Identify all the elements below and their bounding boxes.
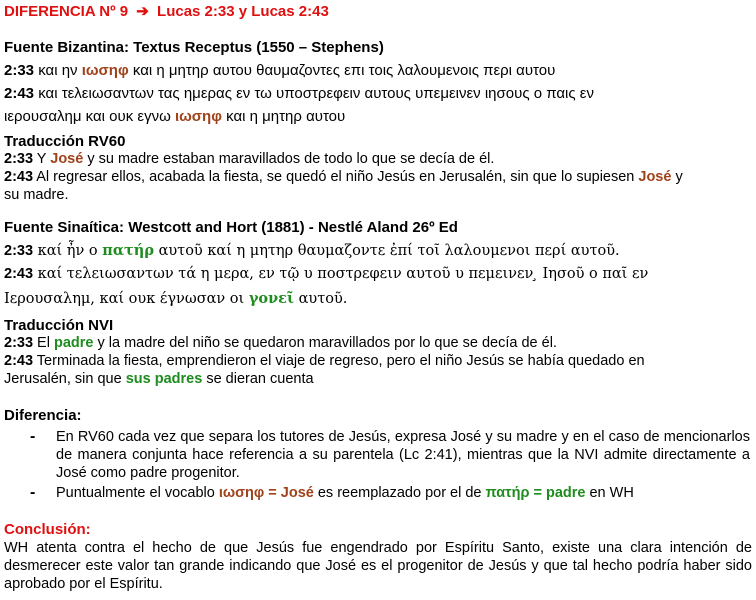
bizantina-verse-243-line2 bbox=[4, 107, 345, 126]
sinaitica-verse-243-line2 bbox=[4, 289, 347, 309]
nvi-verse-233 bbox=[4, 334, 557, 353]
verse-text: Terminada la fiesta, emprendieron el viaje de regreso, pero el niño Jesús se había quedado en bbox=[33, 353, 645, 369]
title-refs: Lucas 2:33 y Lucas 2:43 bbox=[157, 3, 329, 20]
verse-number: 2:33 bbox=[4, 243, 34, 259]
nvi-heading: Traducción NVI bbox=[4, 317, 114, 334]
highlight-iosef-jose: ιωσηφ = José bbox=[218, 485, 314, 501]
highlight-pater-padre: πατήρ = padre bbox=[485, 485, 586, 501]
highlight-sus-padres: sus padres bbox=[125, 371, 203, 387]
highlight-iosef: ιωσηφ bbox=[174, 108, 222, 125]
item-text: en WH bbox=[585, 485, 634, 501]
verse-text: y su madre estaban maravillados de todo lo que se decía de él. bbox=[83, 151, 495, 167]
verse-number: 2:43 bbox=[4, 85, 35, 102]
sinaitica-verse-233 bbox=[4, 241, 620, 261]
verse-number: 2:33 bbox=[4, 335, 34, 351]
bullet-marker: - bbox=[30, 484, 36, 501]
page-title bbox=[4, 2, 329, 21]
verse-text: El bbox=[33, 335, 54, 351]
verse-text: ιερουσαλημ και ουκ εγνω bbox=[4, 108, 175, 125]
verse-text: καί τελειωσαντων τά η μερα, εν τῷ υ ποστρεφειν αυτοῦ υ πεμεινεν ̧ Iησοῦ ο παῖ εν bbox=[33, 266, 649, 282]
highlight-jose: José bbox=[50, 151, 84, 167]
highlight-iosef: ιωσηφ bbox=[81, 62, 129, 79]
verse-number: 2:33 bbox=[4, 62, 35, 79]
verse-text: αυτοῦ καί η μητηρ θαυμαζοντε ἐπί τοῖ λαλουμενοι περί αυτοῦ. bbox=[153, 243, 620, 259]
verse-text: αυτοῦ. bbox=[293, 291, 348, 307]
diferencia-item-2 bbox=[56, 484, 750, 502]
sinaitica-verse-243-line1 bbox=[4, 265, 648, 284]
item-text: Puntualmente el vocablo bbox=[56, 485, 219, 501]
verse-text: y bbox=[671, 169, 683, 185]
diferencia-heading: Diferencia: bbox=[4, 407, 82, 424]
verse-number: 2:43 bbox=[4, 169, 34, 185]
sinaitica-heading: Fuente Sinaítica: Westcott and Hort (1881) - Nestlé Aland 26º Ed bbox=[4, 219, 458, 236]
verse-text: se dieran cuenta bbox=[202, 371, 314, 387]
nvi-verse-243-line1 bbox=[4, 352, 645, 371]
highlight-goneis: γονεῖ bbox=[248, 290, 294, 307]
arrow-right-icon: ➔ bbox=[136, 3, 149, 20]
verse-text: Al regresar ellos, acabada la fiesta, se quedó el niño Jesús en Jerusalén, sin que lo supiesen bbox=[33, 169, 639, 185]
conclusion-heading: Conclusión: bbox=[4, 521, 91, 538]
conclusion-text: WH atenta contra el hecho de que Jesús fue engendrado por Espíritu Santo, existe una clara intención de desmerecer este valor tan grande indicando que José es el progenitor de Jesús y que tal hecho podría haber sido aprobado por el Espíritu. bbox=[4, 540, 752, 592]
verse-text: Jerusalén, sin que bbox=[4, 371, 126, 387]
verse-text: και ην bbox=[34, 62, 82, 79]
title-label: DIFERENCIA Nº 9 bbox=[4, 3, 129, 20]
verse-number: 2:43 bbox=[4, 353, 34, 369]
bullet-marker: - bbox=[30, 428, 36, 445]
verse-number: 2:43 bbox=[4, 266, 34, 282]
bizantina-heading: Fuente Bizantina: Textus Receptus (1550 – Stephens) bbox=[4, 39, 384, 56]
diferencia-item-1: En RV60 cada vez que separa los tutores de Jesús, expresa José y su madre y en el caso de mencionarlos de manera conjunta hace referencia a su parentela (Lc 2:41), mientras que la NVI admite directamente a José como padre progenitor. bbox=[56, 429, 750, 481]
bizantina-verse-233 bbox=[4, 61, 555, 80]
highlight-jose: José bbox=[638, 169, 672, 185]
verse-text: Y bbox=[33, 151, 51, 167]
verse-text: και η μητηρ αυτου bbox=[221, 108, 346, 125]
verse-text: y la madre del niño se quedaron maravillados por lo que se decía de él. bbox=[93, 335, 557, 351]
highlight-pater: πατήρ bbox=[102, 242, 154, 259]
nvi-verse-243-line2 bbox=[4, 370, 314, 389]
rv60-heading: Traducción RV60 bbox=[4, 133, 126, 150]
verse-text: Ιερουσαλημ, καί ουκ έγνωσαν οι bbox=[4, 291, 249, 307]
rv60-verse-243-line1 bbox=[4, 168, 683, 187]
item-text: es reemplazado por el de bbox=[313, 485, 486, 501]
verse-text: και τελειωσαντων τας ημερας εν τω υποστρεφειν αυτους υπεμεινεν ιησους ο παις εν bbox=[34, 85, 594, 102]
verse-text: και η μητηρ αυτου θαυμαζοντες επι τοις λαλουμενοις περι αυτου bbox=[128, 62, 556, 79]
verse-number: 2:33 bbox=[4, 151, 34, 167]
highlight-padre: padre bbox=[53, 335, 94, 351]
verse-text: καί ἦν ο bbox=[33, 243, 103, 259]
rv60-verse-243-line2: su madre. bbox=[4, 187, 69, 203]
rv60-verse-233 bbox=[4, 150, 494, 169]
bizantina-verse-243-line1 bbox=[4, 84, 594, 103]
